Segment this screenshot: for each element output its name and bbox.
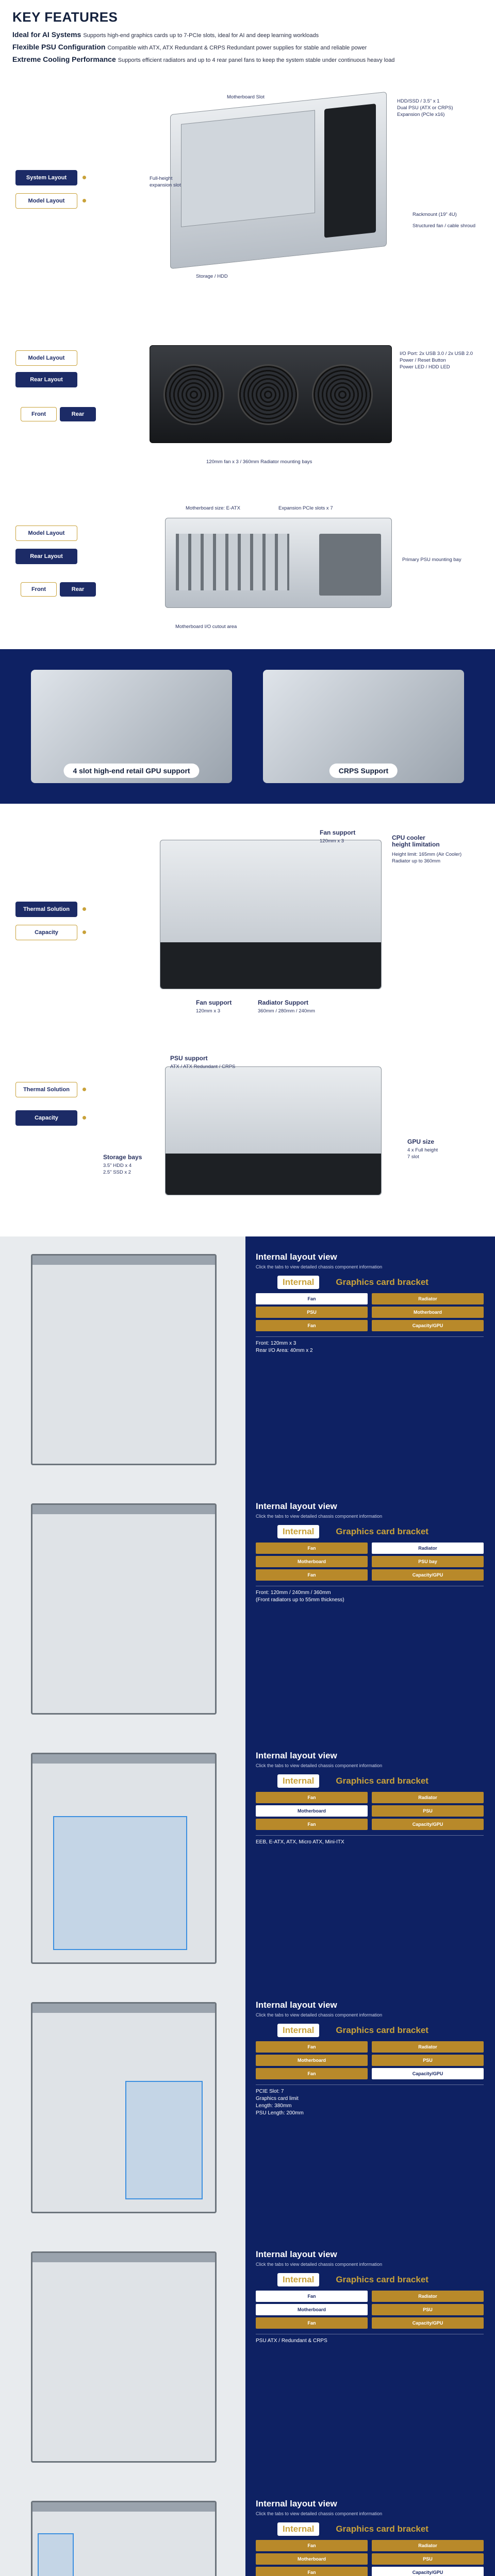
layout-tabs	[256, 1276, 484, 1289]
layout-info-panel	[245, 1735, 495, 1985]
component-button[interactable]: Capacity/GPU	[372, 1320, 484, 1331]
thermal-solution-button[interactable]: Thermal Solution	[15, 902, 77, 917]
fan-icon	[312, 364, 373, 425]
component-spec-note: EEB, E-ATX, ATX, Micro ATX, Mini-ITX	[256, 1835, 484, 1846]
annotation-cable: Structured fan / cable shroud	[412, 223, 475, 229]
model-layout-button[interactable]: Model Layout	[15, 526, 77, 541]
annotation-io: I/O Port: 2x USB 3.0 / 2x USB 2.0 Power / Reset Button Power LED / HDD LED	[400, 351, 473, 370]
capacity-button[interactable]: Capacity	[15, 925, 77, 940]
component-button[interactable]: Capacity/GPU	[372, 1819, 484, 1830]
thermal-solution-button[interactable]: Thermal Solution	[15, 1082, 77, 1097]
component-spec-note: PCIE Slot: 7 Graphics card limit Length: 380mm PSU Length: 200mm	[256, 2084, 484, 2117]
component-button[interactable]: Radiator	[372, 2291, 484, 2302]
chassis-top-view	[0, 2483, 245, 2576]
chassis-top-image	[31, 1753, 217, 1964]
component-button[interactable]: Radiator	[372, 1543, 484, 1554]
feature-text: Supports efficient radiators and up to 4 rear panel fans to keep the system stable under continuous heavy load	[118, 57, 395, 63]
system-layout-button[interactable]: System Layout	[15, 170, 77, 185]
annotation-psu: PSU support	[170, 1055, 208, 1062]
internal-layout-view	[0, 1985, 495, 2234]
indicator-dot	[82, 930, 86, 934]
feature-item	[12, 43, 483, 52]
front-panel	[324, 104, 376, 238]
tab-internal[interactable]: Internal	[277, 2273, 319, 2286]
chassis-top-view	[0, 1236, 245, 1486]
chassis-rail	[32, 2004, 215, 2013]
front-chassis-image	[150, 345, 392, 443]
key-features	[0, 0, 495, 82]
layout-view-title: Internal layout view	[256, 1252, 337, 1262]
component-button[interactable]: PSU	[372, 2553, 484, 2565]
tab-internal[interactable]: Internal	[277, 2024, 319, 2037]
component-button[interactable]: Fan	[256, 2291, 368, 2302]
component-button[interactable]: Radiator	[372, 2041, 484, 2053]
feature-text: Supports high-end graphics cards up to 7-PCIe slots, ideal for AI and deep learning workloads	[83, 32, 319, 39]
crps-support-photo	[263, 670, 464, 783]
thermal-section	[0, 804, 495, 1046]
front-fan-panel	[166, 1154, 381, 1195]
component-button[interactable]: Radiator	[372, 1792, 484, 1803]
annotation-height: Storage / HDD	[196, 274, 228, 279]
indicator-dot	[82, 199, 86, 202]
annotation-gpu-sub: 4 x Full height 7 slot	[407, 1147, 438, 1160]
chassis-top-view	[0, 1735, 245, 1985]
layout-view-subtitle: Click the tabs to view detailed chassis component information	[256, 2511, 383, 2516]
component-spec-note: Front: 120mm x 3 Rear I/O Area: 40mm x 2	[256, 1336, 484, 1354]
component-button[interactable]: Radiator	[372, 2540, 484, 2551]
fan-icon	[163, 364, 224, 425]
annotation-fans: 120mm fan x 3 / 360mm Radiator mounting bays	[206, 459, 312, 465]
annotation-cooler: CPU cooler height limitation	[392, 834, 440, 848]
component-buttons	[256, 2041, 484, 2079]
model-layout-button[interactable]: Model Layout	[15, 193, 77, 209]
layout-tabs	[256, 2024, 484, 2037]
rear-layout-section	[0, 330, 495, 495]
layout-view-subtitle: Click the tabs to view detailed chassis component information	[256, 1264, 383, 1269]
internal-layout-view	[0, 2234, 495, 2483]
annotation-rack: Rackmount (19" 4U)	[412, 212, 457, 217]
component-button[interactable]: Fan	[256, 2041, 368, 2053]
chassis-rail	[32, 2502, 215, 2512]
open-chassis-image	[170, 92, 387, 269]
gpu-support-photo	[31, 670, 232, 783]
component-buttons	[256, 2540, 484, 2576]
component-button[interactable]: Motherboard	[256, 2553, 368, 2565]
component-button[interactable]: Motherboard	[256, 1556, 368, 1567]
chassis-top-image	[31, 2501, 217, 2576]
chassis-top-view	[0, 2234, 245, 2483]
tab-internal[interactable]: Internal	[277, 1276, 319, 1289]
component-buttons	[256, 2291, 484, 2329]
tab-graphics-card-bracket[interactable]: Graphics card bracket	[336, 1277, 428, 1287]
layout-info-panel	[245, 1985, 495, 2234]
layout-info-panel	[245, 1486, 495, 1735]
layout-info-panel	[245, 2483, 495, 2576]
tab-internal[interactable]: Internal	[277, 1525, 319, 1538]
layout-tabs	[256, 2273, 484, 2286]
component-button[interactable]: Radiator	[372, 1293, 484, 1304]
annotation-front-fan: Fan support	[196, 999, 232, 1006]
crps-support-label: CRPS Support	[329, 764, 398, 778]
gpu-support-label: 4 slot high-end retail GPU support	[63, 764, 199, 778]
feature-text: Compatible with ATX, ATX Redundant & CRPS Redundant power supplies for stable and reliable power	[107, 45, 367, 51]
annotation-front-fan-sub: 120mm x 3	[196, 1008, 220, 1014]
layout-view-subtitle: Click the tabs to view detailed chassis component information	[256, 1763, 383, 1768]
chassis-top-image	[31, 2002, 217, 2213]
model-layout-button[interactable]: Model Layout	[15, 350, 77, 366]
rear-layout-button[interactable]: Rear Layout	[15, 372, 77, 387]
component-button[interactable]: Capacity/GPU	[372, 2068, 484, 2079]
component-button[interactable]: PSU	[256, 1307, 368, 1318]
annotation-ssd: Full-height expansion slot	[150, 176, 181, 188]
component-spec-note: PSU ATX / Redundant & CRPS	[256, 2334, 484, 2345]
component-button[interactable]: Fan	[256, 2567, 368, 2576]
component-button[interactable]: Fan	[256, 1819, 368, 1830]
layout-view-title: Internal layout view	[256, 1751, 337, 1760]
layout-tabs	[256, 1774, 484, 1788]
annotation-storage: Storage bays	[103, 1154, 142, 1161]
motherboard-area	[181, 110, 315, 227]
chassis-rail	[32, 1754, 215, 1764]
capacity-section	[0, 1046, 495, 1236]
annotation-cooler-sub: Height limit: 165mm (Air Cooler) Radiator up to 360mm	[392, 852, 462, 864]
component-button[interactable]: Motherboard	[256, 2304, 368, 2315]
component-button[interactable]: PSU	[372, 1805, 484, 1817]
capacity-button[interactable]: Capacity	[15, 1110, 77, 1126]
pcie-slots	[176, 534, 289, 590]
internal-layout-view	[0, 1236, 495, 1486]
tab-graphics-card-bracket[interactable]: Graphics card bracket	[336, 2275, 428, 2284]
rear-layout-button[interactable]: Rear Layout	[15, 549, 77, 564]
tab-graphics-card-bracket[interactable]: Graphics card bracket	[336, 2524, 428, 2534]
tab-internal[interactable]: Internal	[277, 1774, 319, 1788]
highlight-region	[125, 2081, 203, 2199]
chassis-top-image	[31, 1503, 217, 1715]
rear-toggle-button[interactable]: Rear	[60, 407, 96, 421]
feature-item	[12, 30, 483, 40]
indicator-dot	[82, 907, 86, 911]
feature-title: Flexible PSU Configuration	[12, 43, 106, 51]
rear-toggle-button[interactable]: Rear	[60, 582, 96, 597]
chassis-top-image	[31, 2251, 217, 2463]
psu-bay	[319, 534, 381, 596]
chassis-rail	[32, 1256, 215, 1265]
internal-layout-view	[0, 1486, 495, 1735]
layout-view-subtitle: Click the tabs to view detailed chassis component information	[256, 1514, 383, 1519]
layout-view-title: Internal layout view	[256, 1501, 337, 1511]
annotation-gpu: GPU size	[407, 1138, 435, 1145]
front-toggle-button[interactable]: Front	[21, 582, 57, 597]
component-button[interactable]: Fan	[256, 1543, 368, 1554]
internal-layout-views	[0, 1236, 495, 2576]
component-buttons	[256, 1543, 484, 1581]
component-button[interactable]: Fan	[256, 1792, 368, 1803]
tab-graphics-card-bracket[interactable]: Graphics card bracket	[336, 1776, 428, 1786]
thermal-chassis-image	[160, 840, 382, 989]
component-button[interactable]: Capacity/GPU	[372, 2317, 484, 2329]
internal-layout-view	[0, 1735, 495, 1985]
indicator-dot	[82, 176, 86, 179]
component-button[interactable]: Fan	[256, 2317, 368, 2329]
component-button[interactable]: Fan	[256, 1320, 368, 1331]
layout-view-title: Internal layout view	[256, 2249, 337, 2259]
tab-graphics-card-bracket[interactable]: Graphics card bracket	[336, 1527, 428, 1536]
rear-chassis-image	[165, 518, 392, 608]
component-buttons	[256, 1792, 484, 1830]
component-button[interactable]: PSU bay	[372, 1556, 484, 1567]
component-button[interactable]: Fan	[256, 2540, 368, 2551]
component-button[interactable]: Capacity/GPU	[372, 2567, 484, 2576]
tab-graphics-card-bracket[interactable]: Graphics card bracket	[336, 2025, 428, 2035]
annotation-radiator-sub: 360mm / 280mm / 240mm	[258, 1008, 315, 1014]
annotation-radiator: Radiator Support	[258, 999, 308, 1006]
front-fan-panel	[160, 942, 381, 989]
chassis-top-image	[31, 1254, 217, 1465]
annotation-fan: Fan support	[320, 829, 356, 836]
highlight-region	[53, 1816, 187, 1950]
component-button[interactable]: Motherboard	[256, 2055, 368, 2066]
highlight-region	[38, 2533, 74, 2576]
feature-title: Ideal for AI Systems	[12, 30, 81, 39]
annotation-mobo: Motherboard size: E-ATX	[186, 505, 240, 511]
annotation-psu: Primary PSU mounting bay	[402, 557, 461, 563]
layout-tabs	[256, 1525, 484, 1538]
component-button[interactable]: PSU	[372, 2055, 484, 2066]
indicator-dot	[82, 1088, 86, 1091]
component-button[interactable]: PSU	[372, 2304, 484, 2315]
component-spec-note: Front: 120mm / 240mm / 360mm (Front radiators up to 55mm thickness)	[256, 1586, 484, 1604]
feature-item	[12, 55, 483, 64]
front-toggle-button[interactable]: Front	[21, 407, 57, 421]
component-button[interactable]: Capacity/GPU	[372, 1569, 484, 1581]
annotation-drive-bays: HDD/SSD / 3.5" x 1 Dual PSU (ATX or CRPS) Expansion (PCIe x16)	[397, 98, 453, 117]
component-button[interactable]: Fan	[256, 1293, 368, 1304]
annotation-mb: Motherboard I/O cutout area	[175, 624, 237, 630]
features-heading: KEY FEATURES	[12, 9, 118, 25]
capacity-chassis-image	[165, 1066, 382, 1195]
fan-icon	[238, 364, 299, 425]
component-button[interactable]: Motherboard	[256, 1805, 368, 1817]
chassis-top-view	[0, 1985, 245, 2234]
layout-info-panel	[245, 2234, 495, 2483]
annotation-pcie: Expansion PCIe slots x 7	[278, 505, 333, 511]
component-buttons	[256, 1293, 484, 1331]
component-button[interactable]: Fan	[256, 2068, 368, 2079]
chassis-rail	[32, 1505, 215, 1514]
annotation-psu-sub: ATX / ATX Redundant / CRPS	[170, 1064, 236, 1070]
system-layout-section	[0, 82, 495, 330]
feature-highlight-band	[0, 649, 495, 804]
layout-tabs	[256, 2522, 484, 2536]
annotation-fan-sub: 120mm x 3	[320, 838, 344, 844]
layout-view-subtitle: Click the tabs to view detailed chassis component information	[256, 2012, 383, 2018]
annotation-mobo: Motherboard Slot	[227, 94, 265, 100]
component-button[interactable]: Motherboard	[372, 1307, 484, 1318]
chassis-rail	[32, 2253, 215, 2262]
layout-view-title: Internal layout view	[256, 2499, 337, 2509]
component-button[interactable]: Fan	[256, 1569, 368, 1581]
layout-view-subtitle: Click the tabs to view detailed chassis component information	[256, 2262, 383, 2267]
feature-title: Extreme Cooling Performance	[12, 55, 116, 63]
indicator-dot	[82, 1116, 86, 1120]
layout-view-title: Internal layout view	[256, 2000, 337, 2010]
tab-internal[interactable]: Internal	[277, 2522, 319, 2536]
rear-view-section	[0, 495, 495, 649]
annotation-storage-sub: 3.5" HDD x 4 2.5" SSD x 2	[103, 1163, 132, 1175]
chassis-top-view	[0, 1486, 245, 1735]
internal-layout-view	[0, 2483, 495, 2576]
layout-info-panel	[245, 1236, 495, 1486]
